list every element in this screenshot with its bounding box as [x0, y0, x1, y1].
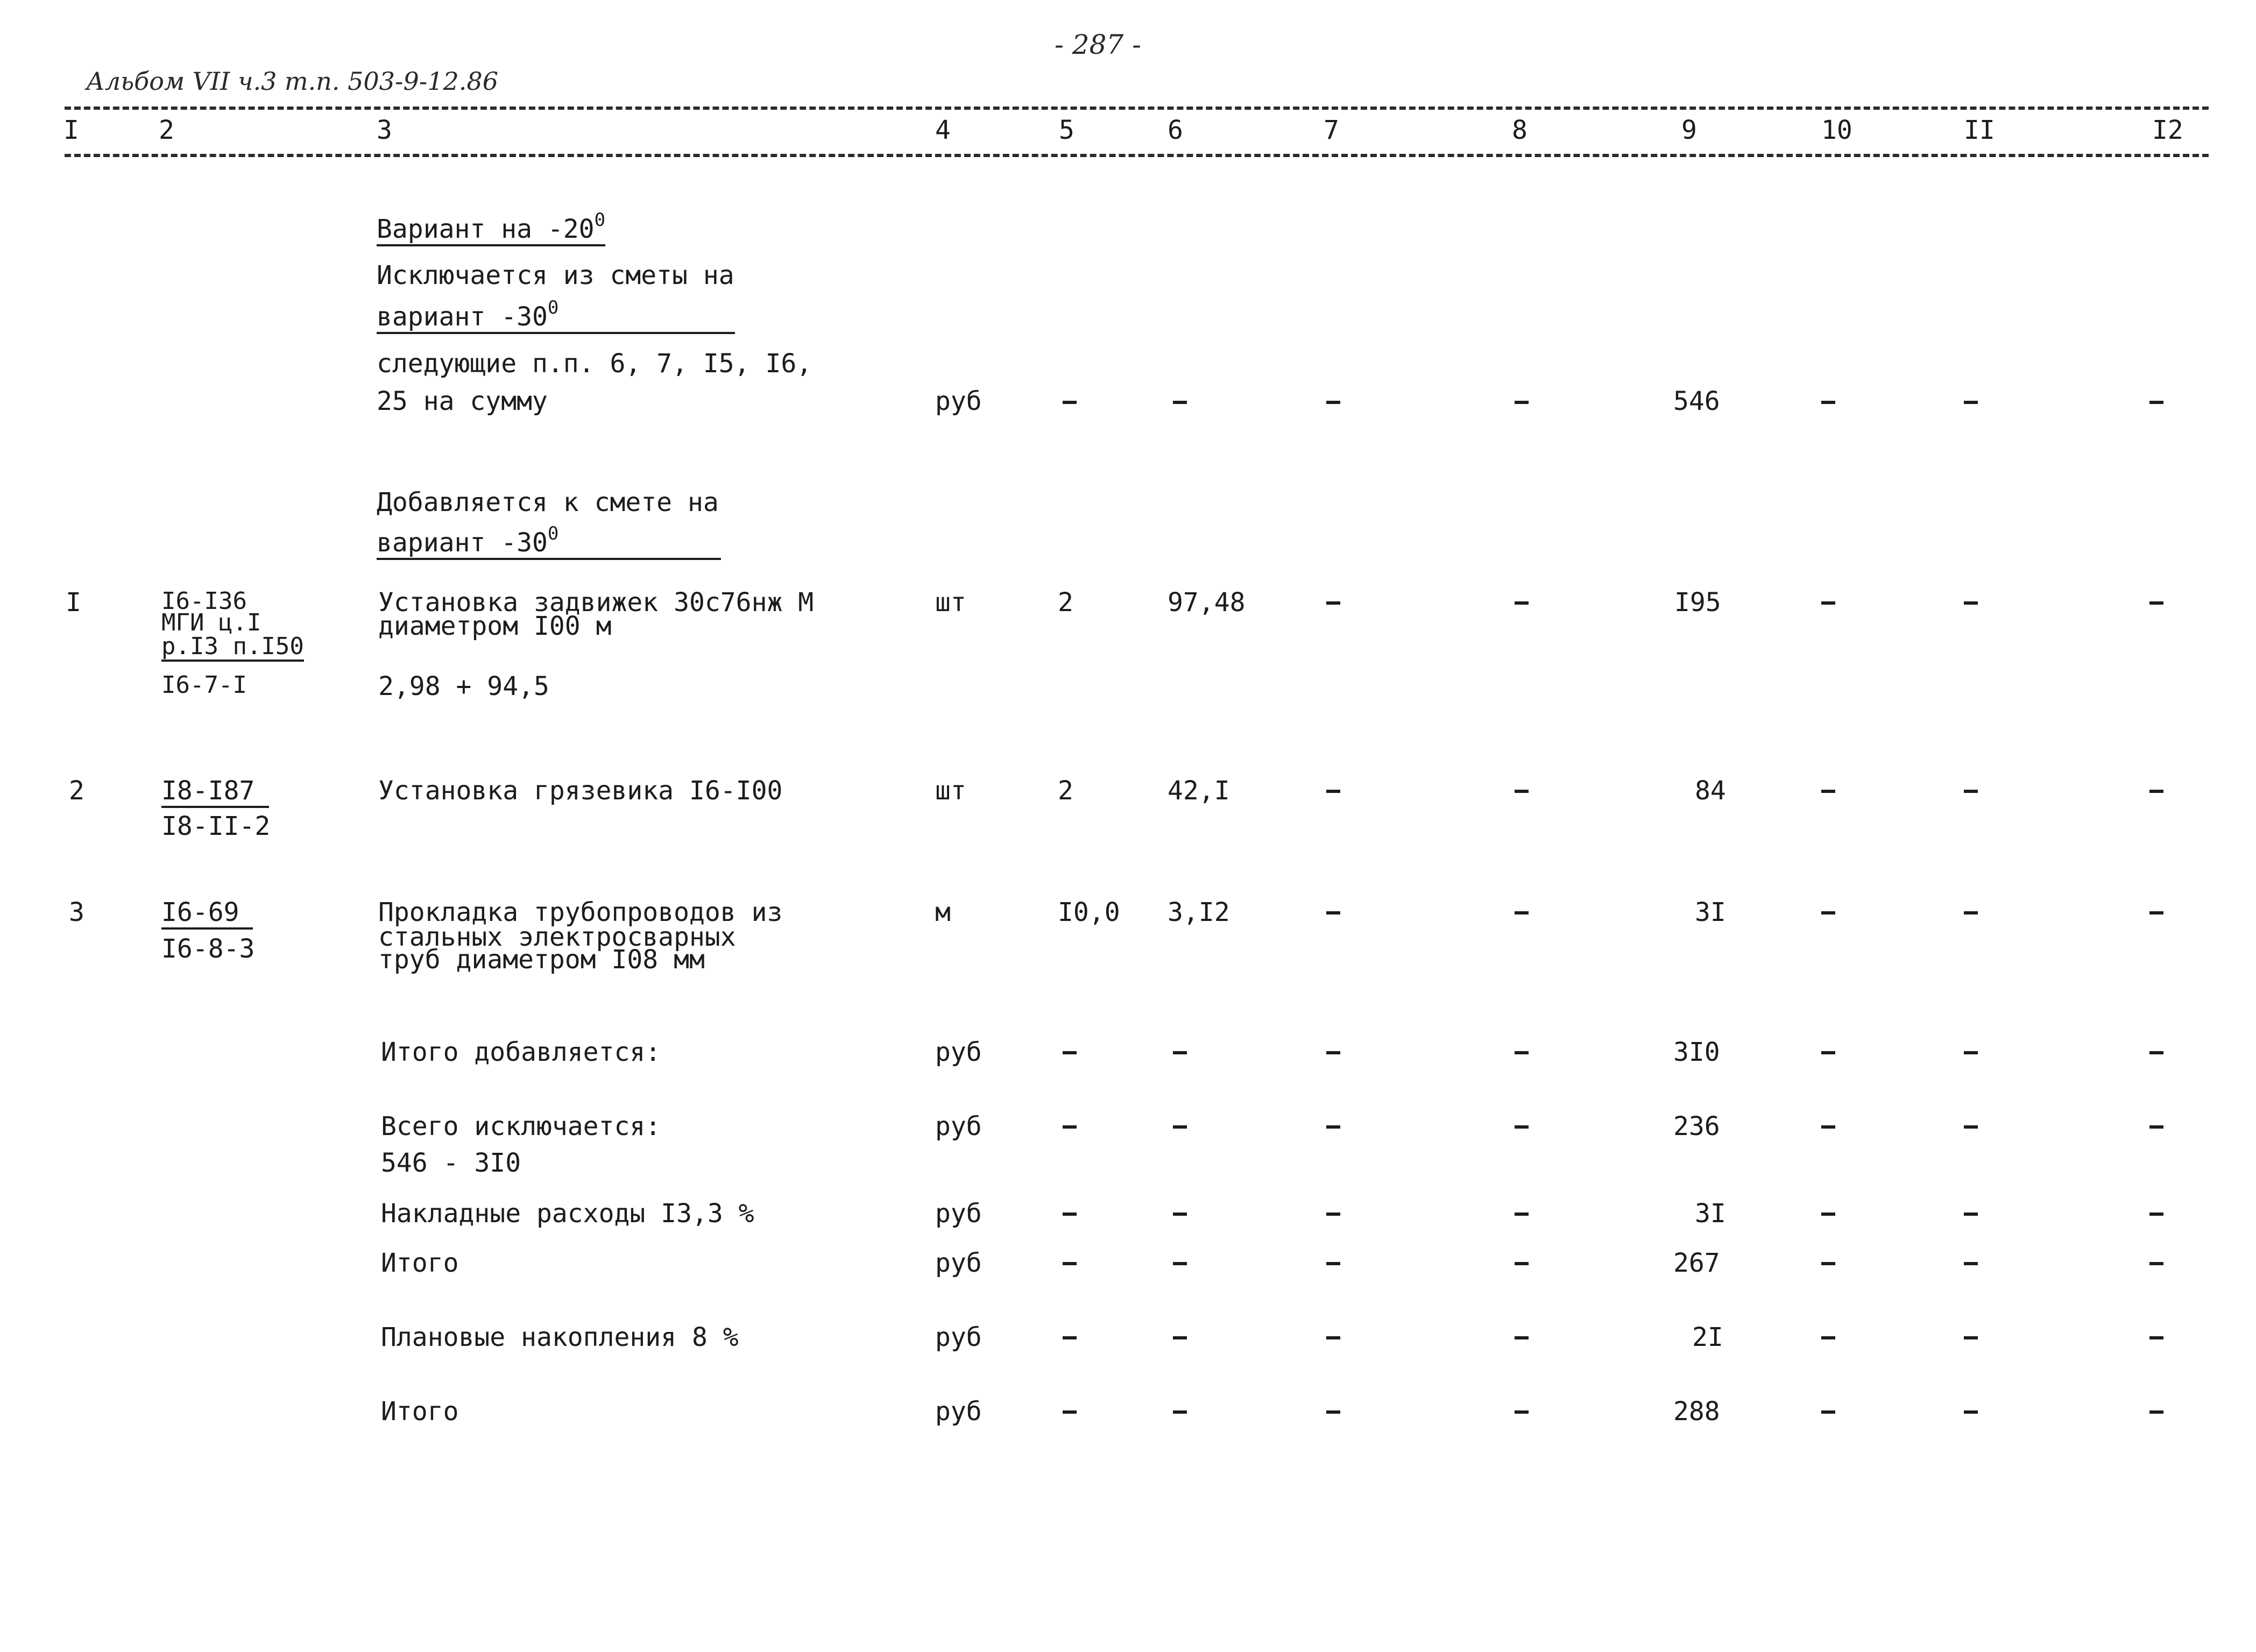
col-header-6: 6 [1168, 115, 1183, 145]
variant-title: Вариант на $-20^0$ [377, 211, 605, 246]
row-code: I8-II-2 [161, 811, 271, 841]
row-code: МГИ ц.I [161, 609, 261, 636]
empty-cell-dash [1821, 1410, 1835, 1414]
row-total: 3I [1695, 897, 1726, 927]
empty-cell-dash [2149, 1410, 2163, 1414]
row-code: р.I3 п.I50 [161, 635, 304, 662]
summary-unit: руб [935, 1111, 982, 1141]
empty-cell-dash [2149, 401, 2163, 404]
empty-cell-dash [2149, 1262, 2163, 1265]
summary-unit: руб [935, 1248, 982, 1278]
row-total: I95 [1674, 587, 1721, 618]
empty-cell-dash [1173, 401, 1187, 404]
row-code: I6-8-3 [161, 934, 255, 964]
empty-cell-dash [1326, 790, 1340, 793]
empty-cell-dash [1326, 1125, 1340, 1129]
excluded-variant: вариант $-30^0$ [377, 299, 735, 334]
empty-cell-dash [1964, 1125, 1978, 1129]
col-header-4: 4 [935, 115, 951, 145]
empty-cell-dash [1063, 1262, 1077, 1265]
empty-cell-dash [1063, 401, 1077, 404]
col-header-7: 7 [1324, 115, 1339, 145]
header-bottom-rule [65, 154, 2209, 157]
empty-cell-dash [1964, 1262, 1978, 1265]
summary-label: Итого [381, 1396, 459, 1427]
excluded-items: следующие п.п. 6, 7, I5, I6, [377, 349, 812, 379]
empty-cell-dash [1326, 1410, 1340, 1414]
row-code: I6-7-I [161, 671, 247, 699]
row-description: Прокладка трубопроводов из [378, 897, 783, 927]
empty-cell-dash [1515, 1125, 1529, 1129]
col-header-12: I2 [2152, 115, 2183, 145]
summary-total: 267 [1673, 1248, 1720, 1278]
row-total: 84 [1695, 776, 1726, 806]
empty-cell-dash [1964, 1410, 1978, 1414]
excluded-sum-label: 25 на сумму [377, 386, 548, 416]
row-number: I [66, 587, 81, 618]
empty-cell-dash [1173, 1213, 1187, 1216]
empty-cell-dash [2149, 911, 2163, 914]
empty-cell-dash [1964, 601, 1978, 605]
summary-total: 3I [1695, 1199, 1726, 1229]
row-description: диаметром I00 м [378, 611, 612, 641]
empty-cell-dash [1063, 1336, 1077, 1339]
empty-cell-dash [1515, 1410, 1529, 1414]
row-code: I6-69 [161, 899, 253, 930]
row-quantity: 2 [1058, 587, 1073, 618]
col-header-2: 2 [159, 115, 174, 145]
empty-cell-dash [1515, 601, 1529, 605]
summary-total: 288 [1673, 1396, 1720, 1427]
empty-cell-dash [1515, 790, 1529, 793]
summary-total: 2I [1692, 1322, 1723, 1352]
summary-label: Плановые накопления 8 % [381, 1322, 739, 1352]
row-code: I8-I87 [161, 778, 269, 808]
col-header-9: 9 [1681, 115, 1697, 145]
empty-cell-dash [1173, 1410, 1187, 1414]
album-note: Альбом VII ч.3 т.п. 503-9-12.86 [86, 67, 498, 96]
empty-cell-dash [1964, 790, 1978, 793]
row-price: 42,I [1168, 776, 1230, 806]
summary-total: 3I0 [1673, 1037, 1720, 1067]
empty-cell-dash [2149, 1125, 2163, 1129]
empty-cell-dash [2149, 601, 2163, 605]
col-header-11: II [1964, 115, 1995, 145]
empty-cell-dash [1326, 1051, 1340, 1054]
empty-cell-dash [1821, 1336, 1835, 1339]
empty-cell-dash [1173, 1262, 1187, 1265]
empty-cell-dash [2149, 1213, 2163, 1216]
empty-cell-dash [1821, 790, 1835, 793]
empty-cell-dash [2149, 1336, 2163, 1339]
empty-cell-dash [1821, 1125, 1835, 1129]
empty-cell-dash [1063, 1125, 1077, 1129]
row-unit: шт [935, 587, 966, 618]
col-header-3: 3 [377, 115, 392, 145]
row-price: 3,I2 [1168, 897, 1230, 927]
empty-cell-dash [1964, 401, 1978, 404]
empty-cell-dash [1821, 1213, 1835, 1216]
added-heading: Добавляется к смете на [377, 487, 719, 517]
row-description: Установка задвижек 30с76нж М [378, 587, 814, 618]
empty-cell-dash [1515, 911, 1529, 914]
page-number: - 287 - [1055, 29, 1142, 60]
empty-cell-dash [1821, 401, 1835, 404]
col-header-8: 8 [1512, 115, 1527, 145]
row-description: стальных электросварных [378, 922, 736, 952]
summary-unit: руб [935, 1396, 982, 1427]
summary-label: Итого [381, 1248, 459, 1278]
empty-cell-dash [1821, 1051, 1835, 1054]
empty-cell-dash [1964, 1336, 1978, 1339]
col-header-5: 5 [1059, 115, 1074, 145]
summary-unit: руб [935, 1322, 982, 1352]
row-formula: 2,98 + 94,5 [378, 671, 549, 701]
row-unit: м [935, 897, 951, 927]
empty-cell-dash [1515, 1336, 1529, 1339]
empty-cell-dash [1821, 1262, 1835, 1265]
row-price: 97,48 [1168, 587, 1246, 618]
empty-cell-dash [2149, 1051, 2163, 1054]
empty-cell-dash [1173, 1336, 1187, 1339]
excluded-heading: Исключается из сметы на [377, 260, 734, 290]
empty-cell-dash [1326, 601, 1340, 605]
empty-cell-dash [1063, 1051, 1077, 1054]
row-number: 3 [69, 897, 84, 927]
header-top-rule [65, 107, 2209, 110]
empty-cell-dash [1326, 911, 1340, 914]
summary-unit: руб [935, 1037, 982, 1067]
row-number: 2 [69, 776, 84, 806]
empty-cell-dash [1326, 1213, 1340, 1216]
empty-cell-dash [1063, 1213, 1077, 1216]
empty-cell-dash [1063, 1410, 1077, 1414]
empty-cell-dash [1964, 1213, 1978, 1216]
empty-cell-dash [1515, 1213, 1529, 1216]
summary-label: Всего исключается: [381, 1111, 661, 1141]
empty-cell-dash [1326, 1336, 1340, 1339]
excluded-sum: 546 [1673, 386, 1720, 416]
col-header-1: I [63, 115, 79, 145]
empty-cell-dash [1515, 1262, 1529, 1265]
empty-cell-dash [1515, 401, 1529, 404]
summary-label: Итого добавляется: [381, 1037, 661, 1067]
row-unit: шт [935, 776, 966, 806]
summary-unit: руб [935, 1199, 982, 1229]
empty-cell-dash [1173, 1051, 1187, 1054]
row-code: I6-I36 [161, 587, 247, 615]
empty-cell-dash [1326, 1262, 1340, 1265]
empty-cell-dash [1964, 911, 1978, 914]
excluded-unit: руб [935, 386, 982, 416]
summary-calc: 546 - 3I0 [381, 1148, 521, 1178]
empty-cell-dash [1964, 1051, 1978, 1054]
empty-cell-dash [1326, 401, 1340, 404]
empty-cell-dash [1515, 1051, 1529, 1054]
summary-label: Накладные расходы I3,3 % [381, 1199, 754, 1229]
row-quantity: 2 [1058, 776, 1073, 806]
col-header-10: 10 [1821, 115, 1852, 145]
empty-cell-dash [1173, 1125, 1187, 1129]
empty-cell-dash [1821, 911, 1835, 914]
empty-cell-dash [1821, 601, 1835, 605]
row-description: труб диаметром I08 мм [378, 945, 705, 975]
row-quantity: I0,0 [1058, 897, 1120, 927]
added-variant: вариант $-30^0$ [377, 524, 721, 560]
summary-total: 236 [1673, 1111, 1720, 1141]
empty-cell-dash [2149, 790, 2163, 793]
row-description: Установка грязевика I6-I00 [378, 776, 783, 806]
